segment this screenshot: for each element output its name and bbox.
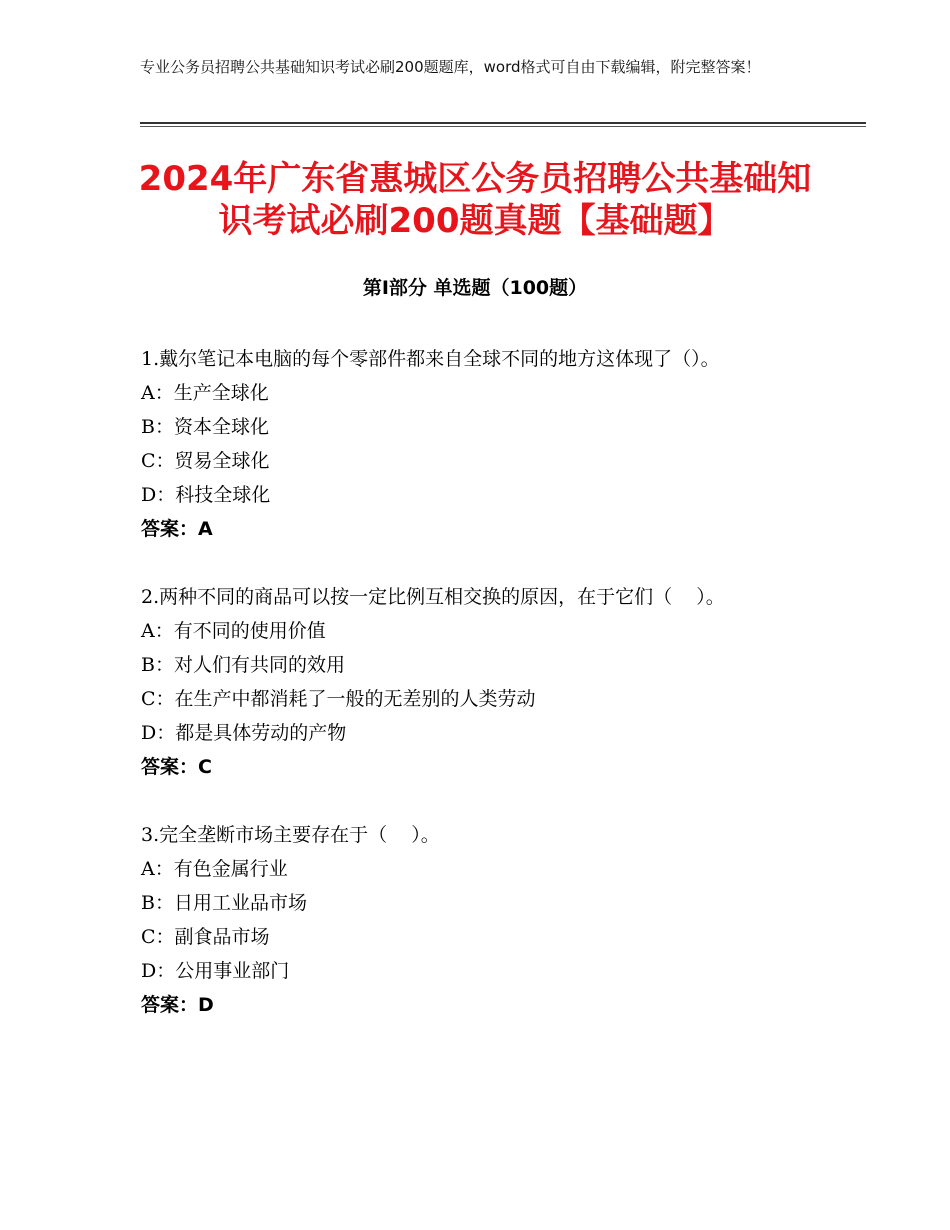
option-d: D：公用事业部门 <box>141 960 290 982</box>
option-c: C：贸易全球化 <box>141 450 270 472</box>
option-b: B：对人们有共同的效用 <box>141 654 345 676</box>
option-b: B：日用工业品市场 <box>141 892 307 914</box>
header-note: 专业公务员招聘公共基础知识考试必刷200题题库，word格式可自由下载编辑，附完整答案！ <box>140 58 761 76</box>
option-d: D：都是具体劳动的产物 <box>141 722 347 744</box>
question-1 <box>141 342 841 546</box>
question-stem: 1.戴尔笔记本电脑的每个零部件都来自全球不同的地方这体现了（）。 <box>141 348 720 370</box>
option-a: A：生产全球化 <box>141 382 269 404</box>
answer-label: 答案：C <box>141 756 212 778</box>
question-3 <box>141 818 841 1022</box>
question-stem: 3.完全垄断市场主要存在于（ ）。 <box>141 824 440 846</box>
header-divider-thin <box>140 126 866 127</box>
option-d: D：科技全球化 <box>141 484 271 506</box>
title-line-2: 识考试必刷200题真题【基础题】 <box>218 201 732 241</box>
question-2 <box>141 580 841 784</box>
option-a: A：有色金属行业 <box>141 858 288 880</box>
answer-label: 答案：D <box>141 994 214 1016</box>
document-title <box>100 158 850 242</box>
option-b: B：资本全球化 <box>141 416 269 438</box>
section-heading: 第Ⅰ部分 单选题（100题） <box>362 277 588 299</box>
option-a: A：有不同的使用价值 <box>141 620 326 642</box>
question-stem: 2.两种不同的商品可以按一定比例互相交换的原因，在于它们（ ）。 <box>141 586 725 608</box>
title-line-1: 2024年广东省惠城区公务员招聘公共基础知 <box>138 159 812 199</box>
header-divider-thick <box>140 122 866 124</box>
option-c: C：在生产中都消耗了一般的无差别的人类劳动 <box>141 688 536 710</box>
option-c: C：副食品市场 <box>141 926 270 948</box>
answer-label: 答案：A <box>141 518 213 540</box>
question-list <box>141 342 841 1056</box>
